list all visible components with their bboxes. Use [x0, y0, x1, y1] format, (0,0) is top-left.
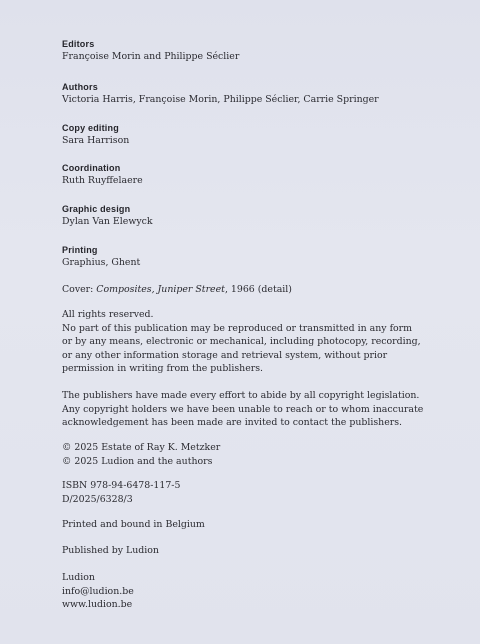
copy-editing-section — [62, 122, 129, 148]
printed-line: Printed and bound in Belgium — [62, 519, 205, 530]
printing-label: Printing — [62, 245, 98, 255]
editors-label: Editors — [62, 39, 95, 49]
copyright-line: © 2025 Estate of Ray K. Metzker — [62, 442, 221, 453]
publisher-website: www.ludion.be — [62, 599, 133, 610]
copyright-line: © 2025 Ludion and the authors — [62, 455, 213, 467]
isbn-line: ISBN 978-94-6478-117-5 — [62, 480, 181, 491]
rights-line: permission in writing from the publishers. — [62, 363, 264, 374]
coordination-section — [62, 162, 143, 188]
graphic-design-section — [62, 203, 153, 229]
isbn-block — [62, 479, 180, 506]
authors-label: Authors — [62, 82, 98, 92]
coordination-value: Ruth Ruyffelaere — [62, 175, 143, 186]
legal-deposit-line: D/2025/6328/3 — [62, 493, 133, 505]
publisher-email: info@ludion.be — [62, 585, 134, 597]
printing-value: Graphius, Ghent — [62, 257, 141, 268]
notice-line: The publishers have made every effort to abide by all copyright legislation. — [62, 390, 420, 401]
editors-value: Françoise Morin and Philippe Séclier — [62, 51, 240, 62]
rights-paragraph — [62, 308, 421, 376]
copy-editing-label: Copy editing — [62, 123, 119, 133]
graphic-design-value: Dylan Van Elewyck — [62, 216, 153, 227]
publisher-contact-block — [62, 571, 134, 612]
rights-line: All rights reserved. — [62, 309, 154, 320]
rights-line: or by any means, electronic or mechanical, including photocopy, recording, — [62, 336, 421, 347]
published-line: Published by Ludion — [62, 545, 159, 556]
cover-title: Composites, Juniper Street — [96, 284, 225, 295]
cover-credit — [62, 283, 292, 297]
authors-value: Victoria Harris, Françoise Morin, Philippe Séclier, Carrie Springer — [62, 94, 379, 105]
copyrights-block — [62, 441, 220, 468]
authors-section — [62, 81, 379, 107]
cover-suffix: , 1966 (detail) — [224, 284, 292, 295]
notice-line: Any copyright holders we have been unable to reach or to whom inaccurate — [62, 403, 424, 415]
editors-section — [62, 38, 239, 64]
copy-editing-value: Sara Harrison — [62, 135, 130, 146]
notice-line: acknowledgement has been made are invited to contact the publishers. — [62, 417, 403, 428]
rights-line: or any other information storage and retrieval system, without prior — [62, 349, 388, 361]
coordination-label: Coordination — [62, 163, 121, 173]
publisher-name: Ludion — [62, 572, 95, 583]
printing-section — [62, 244, 140, 270]
copyright-notice-paragraph — [62, 389, 423, 430]
cover-prefix: Cover: — [62, 284, 97, 295]
rights-line: No part of this publication may be reproduced or transmitted in any form — [62, 322, 413, 334]
graphic-design-label: Graphic design — [62, 204, 131, 214]
